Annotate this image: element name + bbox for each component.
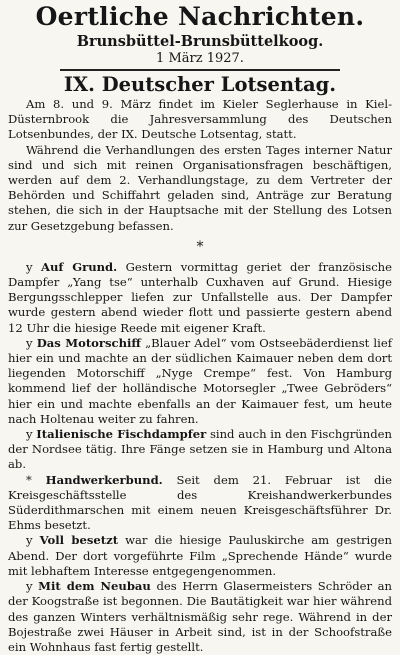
news-marker: y [26,259,33,274]
news-item [8,473,392,534]
news-item [8,533,392,579]
section-masthead: Oertliche Nachrichten. [35,2,365,31]
section-separator: * [196,238,204,255]
news-item [8,260,392,336]
news-text: war die hiesige Pauluskirche am gestrigen Abend. Der dort vorgeführte Film „Sprechende Hände“ wurde mit lebhaftem Interesse entgegengenommen. [8,533,393,578]
news-text: sind auch in den Fischgründen der Nordsee tätig. Ihre Fänge setzen sie in Hamburg und Altona ab. [8,427,392,472]
article-paragraph: Am 8. und 9. März findet im Kieler Seglerhause in Kiel-Düsternbrook die Jahresversammlung des Deutschen Lotsenbundes, der IX. Deutsche Lotsentag, statt. [8,97,392,142]
article-headline: IX. Deutscher Lotsentag. [63,73,337,96]
news-marker: y [26,427,33,442]
news-item [8,336,392,427]
place-line: Brunsbüttel-Brunsbüttelkoog. [76,33,324,50]
news-marker: y [26,579,33,594]
news-text: „Blauer Adel“ vom Ostseebäderdienst lief hier ein und machte an der südlichen Kaimauer neben dem dort liegenden Motorschiff „Nyge Crempe“ fest. Von Hamburg kommend lief der holländische Motorsegler „Twee Gebröders“ hier ein und machte ebenfalls an der Kaimauer fest, um heute nach Holtenau weiter zu fahren. [8,335,392,426]
news-marker: y [26,335,33,350]
news-marker: * [26,472,32,487]
article-paragraph: Während die Verhandlungen des ersten Tages interner Natur sind und sich mit reinen Organisationsfragen beschäftigen, werden auf dem 2. Verhandlungstage, zu dem Vertreter der Behörden und Schiffahrt geladen sind, Anträge zur Beratung stehen, die sich in der Hauptsache mit der Stellung des Lotsen zur Gesetzgebung befassen. [8,142,392,233]
news-label: Das Motorschiff [36,335,141,350]
news-text: Seit dem 21. Februar ist die Kreisgeschäftsstelle des Kreishandwerkerbundes Süderdithmarschen mit einem neuen Kreisgeschäftsführer Dr. Ehms besetzt. [8,472,393,533]
news-text: Gestern vormittag geriet der französische Dampfer „Yang tse“ unterhalb Cuxhaven auf Grund. Hiesige Bergungsschlepper liefen zur Unfallstelle aus. Der Dampfer wurde gestern abend wieder flott und passierte gestern abend 12 Uhr die hiesige Reede mit eigener Kraft. [8,259,393,335]
news-item [8,427,392,473]
news-label: Handwerkerbund. [45,472,163,487]
news-text: des Herrn Glasermeisters Schröder an der Koogstraße ist begonnen. Die Bautätigkeit war hier während des ganzen Winters verhältnismäßig sehr rege. Während in der Bojestraße zwei Häuser in Arbeit sind, ist in der Schoofstraße ein Wohnhaus fast fertig gestellt. [8,579,393,654]
news-label: Mit dem Neubau [38,579,151,594]
date-line: 1 März 1927. [156,51,244,66]
news-label: Voll besetzt [39,533,119,548]
news-item [8,579,392,655]
header-rule [60,69,340,71]
news-label: Auf Grund. [41,259,118,274]
news-marker: y [26,533,33,548]
news-label: Italienische Fischdampfer [36,427,207,442]
